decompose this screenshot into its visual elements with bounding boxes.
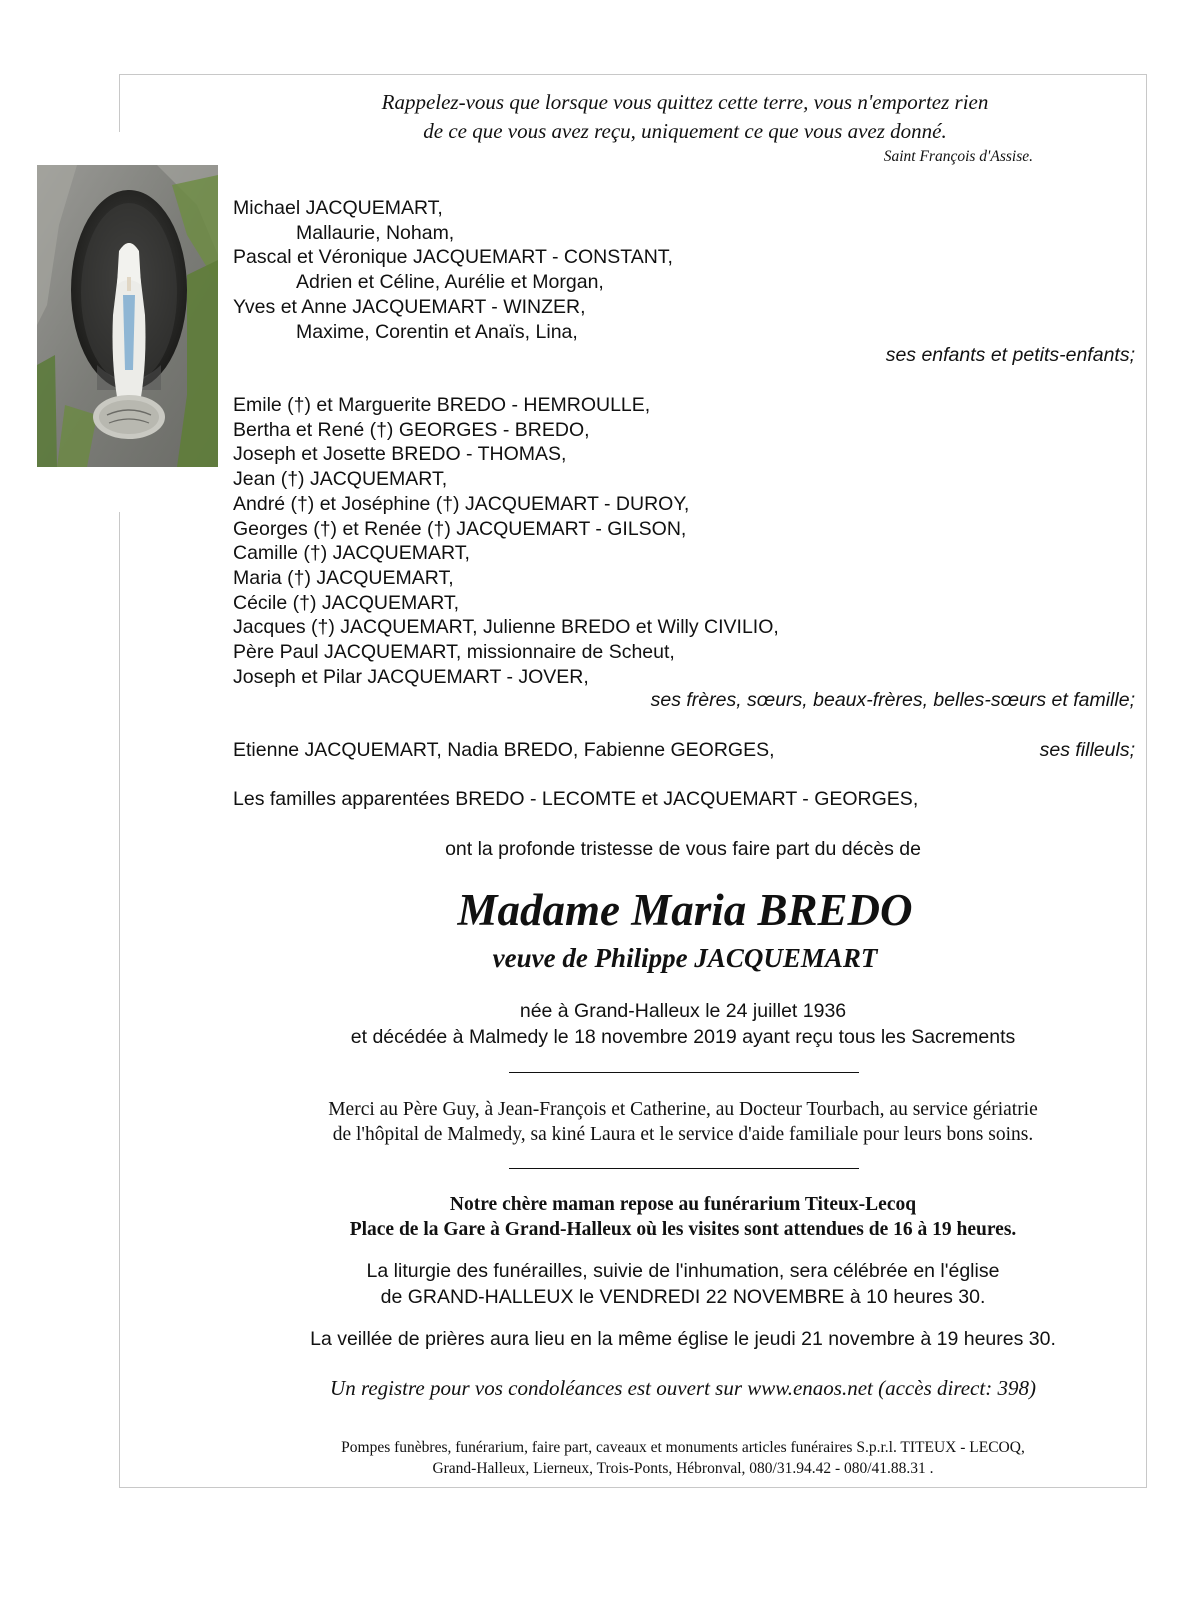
list-item: Camille (†) JACQUEMART,	[233, 542, 470, 565]
announcement-text: ont la profonde tristesse de vous faire part du décès de	[445, 838, 921, 860]
list-item: Bertha et René (†) GEORGES - BREDO,	[233, 418, 590, 441]
life-dates	[200, 998, 1166, 1050]
frame-border-top	[119, 74, 1147, 75]
visitation-line-1: Notre chère maman repose au funérarium Titeux-Lecoq	[449, 1194, 917, 1215]
thanks-line-1: Merci au Père Guy, à Jean-François et Catherine, au Docteur Tourbach, au service gériatrie	[328, 1099, 1038, 1120]
funeral-text	[200, 1258, 1166, 1310]
visitation-line-2: Place de la Gare à Grand-Halleux où les visites sont attendues de 16 à 19 heures.	[349, 1219, 1017, 1240]
birth-line: née à Grand-Halleux le 24 juillet 1936	[519, 1000, 847, 1022]
frame-border-left-upper	[119, 74, 120, 132]
list-item: Joseph et Josette BREDO - THOMAS,	[233, 443, 567, 466]
children-role: ses enfants et petits-enfants;	[885, 344, 1135, 366]
list-item: Jean (†) JACQUEMART,	[233, 468, 448, 491]
quote-line-2: de ce que vous avez reçu, uniquement ce que vous avez donné.	[423, 119, 947, 143]
godchildren-role: ses filleuls;	[1039, 739, 1135, 761]
divider	[509, 1168, 859, 1169]
frame-border-left-lower	[119, 512, 120, 1488]
list-item: Adrien et Céline, Aurélie et Morgan,	[296, 271, 604, 294]
list-item: Mallaurie, Noham,	[296, 221, 455, 244]
godchildren-names: Etienne JACQUEMART, Nadia BREDO, Fabienne GEORGES,	[233, 739, 775, 761]
death-line: et décédée à Malmedy le 18 novembre 2019 ayant reçu tous les Sacrements	[350, 1026, 1016, 1048]
deceased-name: Madame Maria BREDO	[457, 885, 913, 935]
madonna-grotto-image	[37, 165, 218, 467]
funeral-line-1: La liturgie des funérailles, suivie de l'inhumation, sera célébrée en l'église	[366, 1260, 1000, 1282]
epigraph-quote	[300, 88, 1070, 146]
quote-author: Saint François d'Assise.	[883, 148, 1033, 165]
funeral-line-2: de GRAND-HALLEUX le VENDREDI 22 NOVEMBRE à 10 heures 30.	[380, 1286, 986, 1308]
list-item: André (†) et Joséphine (†) JACQUEMART - DUROY,	[233, 492, 690, 515]
list-item: Pascal et Véronique JACQUEMART - CONSTANT,	[233, 246, 673, 269]
list-item: Emile (†) et Marguerite BREDO - HEMROULLE,	[233, 394, 651, 416]
siblings-role: ses frères, sœurs, beaux-frères, belles-sœurs et famille;	[650, 689, 1135, 711]
children-list	[233, 196, 673, 344]
list-item: Michael JACQUEMART,	[233, 197, 443, 219]
footer-line-2: Grand-Halleux, Lierneux, Trois-Ponts, Hébronval, 080/31.94.42 - 080/41.88.31 .	[432, 1460, 934, 1477]
deceased-spouse: veuve de Philippe JACQUEMART	[492, 943, 878, 973]
footer	[200, 1437, 1166, 1479]
list-item: Georges (†) et Renée (†) JACQUEMART - GILSON,	[233, 517, 687, 540]
frame-border-bottom	[119, 1487, 1147, 1488]
footer-line-1: Pompes funèbres, funérarium, faire part, caveaux et monuments articles funéraires S.p.r.l. TITEUX - LECOQ,	[341, 1439, 1025, 1456]
divider	[509, 1072, 859, 1073]
siblings-list	[233, 393, 779, 689]
condolence-register: Un registre pour vos condoléances est ouvert sur www.enaos.net (accès direct: 398)	[330, 1376, 1036, 1400]
thanks-line-2: de l'hôpital de Malmedy, sa kiné Laura et le service d'aide familiale pour leurs bons soins.	[332, 1124, 1034, 1145]
visitation-text	[200, 1192, 1166, 1242]
quote-line-1: Rappelez-vous que lorsque vous quittez cette terre, vous n'emportez rien	[381, 90, 989, 114]
list-item: Père Paul JACQUEMART, missionnaire de Scheut,	[233, 641, 675, 664]
list-item: Yves et Anne JACQUEMART - WINZER,	[233, 295, 586, 318]
list-item: Joseph et Pilar JACQUEMART - JOVER,	[233, 665, 589, 688]
list-item: Maria (†) JACQUEMART,	[233, 566, 454, 589]
related-families: Les familles apparentées BREDO - LECOMTE et JACQUEMART - GEORGES,	[233, 788, 919, 810]
list-item: Maxime, Corentin et Anaïs, Lina,	[296, 320, 578, 343]
list-item: Cécile (†) JACQUEMART,	[233, 591, 460, 614]
list-item: Jacques (†) JACQUEMART, Julienne BREDO et Willy CIVILIO,	[233, 616, 779, 639]
vigil-text: La veillée de prières aura lieu en la même église le jeudi 21 novembre à 19 heures 30.	[310, 1328, 1056, 1350]
thanks-text	[200, 1097, 1166, 1147]
